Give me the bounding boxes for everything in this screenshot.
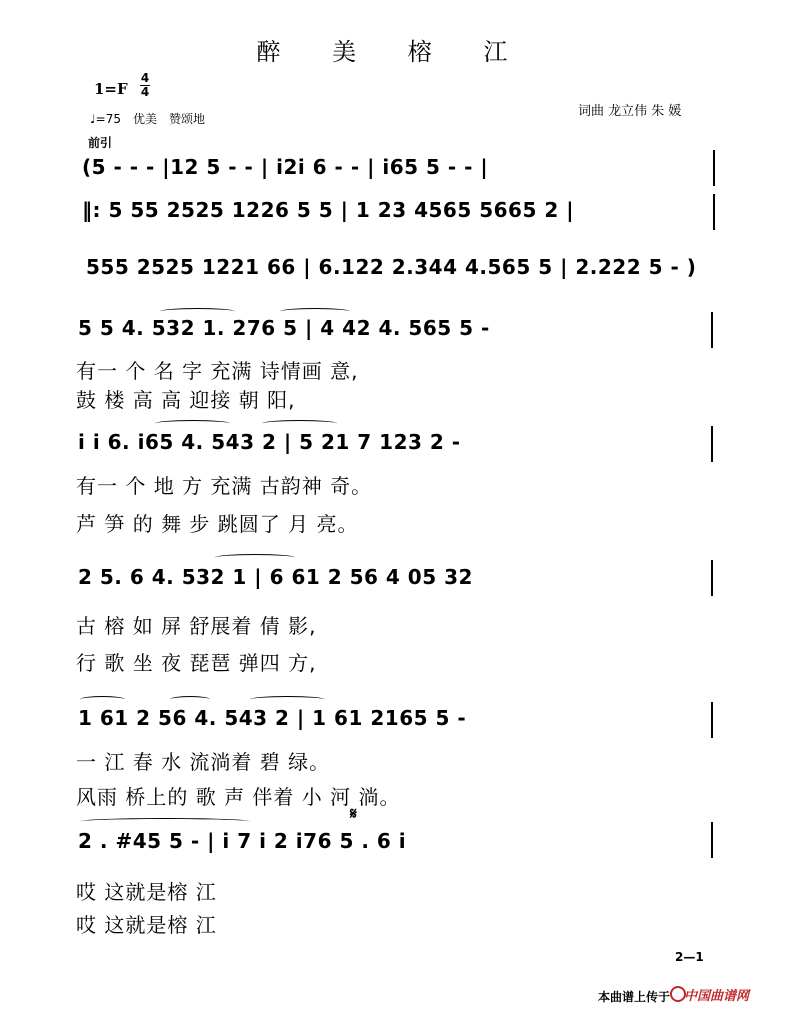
lyric-row-4-verse-2: 鼓 楼 高 高 迎接 朝 阳, <box>76 388 296 412</box>
bar-line <box>711 560 713 596</box>
bar-line <box>713 194 715 230</box>
slur <box>155 420 230 427</box>
bar-line <box>711 822 713 858</box>
intro-label: 前引 <box>88 136 113 150</box>
slur <box>215 554 295 561</box>
footer-site-name: 中国曲谱网 <box>684 989 750 1004</box>
notation-row-5: i i 6. i65 4. 543 2 | 5 21 7 123 2 - <box>78 430 461 454</box>
notation-row-2: ‖: 5 55 2525 1226 5 5 | 1 23 4565 5665 2 | <box>82 198 575 222</box>
lyric-row-5-verse-2: 芦 笋 的 舞 步 跳圆了 月 亮。 <box>76 512 359 536</box>
lyric-row-6-verse-1: 古 榕 如 屏 舒展着 倩 影, <box>76 614 317 638</box>
slur <box>160 308 235 315</box>
lyric-row-7-verse-1: 一 江 春 水 流淌着 碧 绿。 <box>76 750 331 774</box>
bar-line <box>711 426 713 462</box>
lyric-row-8-verse-2: 哎 这就是榕 江 <box>76 913 217 937</box>
segno-sign: 𝄋 <box>350 804 357 823</box>
notation-row-8: 2 . #45 5 - | i 7 i 2 i76 5 . 6 i <box>78 829 407 853</box>
slur <box>80 818 250 825</box>
page-title: 醉 美 榕 江 <box>256 38 530 66</box>
notation-row-6: 2 5. 6 4. 532 1 | 6 61 2 56 4 05 32 <box>78 565 473 589</box>
slur <box>170 696 210 703</box>
credits: 词曲 龙立伟 朱 媛 <box>578 104 682 119</box>
slur <box>80 696 125 703</box>
slur <box>250 696 325 703</box>
slur <box>280 308 350 315</box>
notation-row-4: 5 5 4. 532 1. 276 5 | 4 42 4. 565 5 - <box>78 316 490 340</box>
time-signature <box>140 72 150 99</box>
bar-line <box>713 150 715 186</box>
tempo-marking: ♩=75 优美 赞颂地 <box>90 112 205 126</box>
time-signature-top: 4 <box>140 71 150 85</box>
lyric-row-5-verse-1: 有一 个 地 方 充满 古韵神 奇。 <box>76 474 373 498</box>
key-signature: 1=F <box>94 80 128 98</box>
bar-line <box>711 702 713 738</box>
bar-line <box>711 312 713 348</box>
lyric-row-8-verse-1: 哎 这就是榕 江 <box>76 880 217 904</box>
notation-row-1: (5 - - - |12 5 - - | i2i 6 - - | i65 5 - - | <box>82 155 489 179</box>
notation-row-3: 555 2525 1221 66 | 6.122 2.344 4.565 5 | 2.222 5 - ) <box>86 255 697 279</box>
footer-text: 本曲谱上传于 <box>598 990 671 1004</box>
lyric-row-6-verse-2: 行 歌 坐 夜 琵琶 弹四 方, <box>76 651 317 675</box>
time-signature-bottom: 4 <box>140 85 150 99</box>
lyric-row-4-verse-1: 有一 个 名 字 充满 诗情画 意, <box>76 359 359 383</box>
notation-row-7: 1 61 2 56 4. 543 2 | 1 61 2165 5 - <box>78 706 467 730</box>
page-number: 2—1 <box>675 950 704 964</box>
slur <box>262 420 337 427</box>
lyric-row-7-verse-2: 风雨 桥上的 歌 声 伴着 小 河 淌。 <box>76 785 401 809</box>
